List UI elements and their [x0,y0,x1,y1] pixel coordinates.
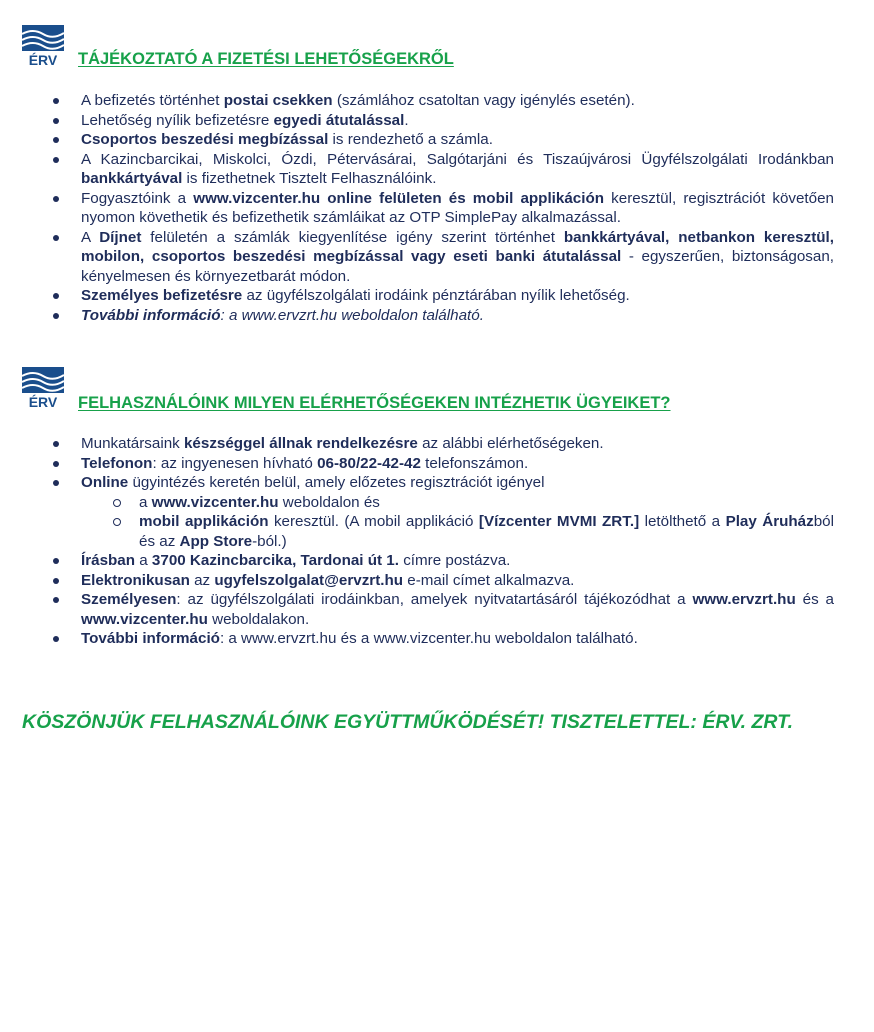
list-item: További információ: a www.ervzrt.hu weboldalon található. [0,306,874,326]
list-item: Írásban a 3700 Kazincbarcika, Tardonai út 1. címre postázva. [0,551,874,571]
erv-logo [22,367,64,409]
list-item: Munkatársaink készséggel állnak rendelkezésre az alábbi elérhetőségeken. [0,434,874,454]
list-item: Személyes befizetésre az ügyfélszolgálati irodáink pénztárában nyílik lehetőség. [0,286,874,306]
list-item: A befizetés történhet postai csekken (számlához csatoltan vagy igénylés esetén). [0,91,874,111]
list-item: A Díjnet felületén a számlák kiegyenlítése igény szerint történhet bankkártyával, netbankon keresztül, mobilon, csoportos beszedési megbízással vagy eseti banki átutalással - egyszerűen, biztonságosan, kényelmesen és környezetbarát módon. [0,228,874,287]
list-item: Fogyasztóink a www.vizcenter.hu online felületen és mobil applikáción keresztül, regisztrációt követően nyomon követhetik és befizethetik számláikat az OTP SimplePay alkalmazással. [0,189,874,228]
svg-text:ÉRV: ÉRV [28,394,58,409]
section-title-payment: TÁJÉKOZTATÓ A FIZETÉSI LEHETŐSÉGEKRŐL [78,50,454,68]
list-item: Online ügyintézés keretén belül, amely előzetes regisztrációt igényel a www.vizcenter.hu weboldalon és mobil applikáción keresztül. (A mobil applikáció [Vízcenter MVMI ZRT.] letölthető a Play Áruházból és az App Store-ból.) [0,473,874,551]
list-item: Telefonon: az ingyenesen hívható 06-80/22-42-42 telefonszámon. [0,454,874,474]
online-sublist [81,493,834,552]
closing-message: KÖSZÖNJÜK FELHASZNÁLÓINK EGYÜTTMŰKÖDÉSÉT! TISZTELETTEL: ÉRV. ZRT. [22,711,793,733]
list-item: Elektronikusan az ugyfelszolgalat@ervzrt.hu e-mail címet alkalmazva. [0,571,874,591]
list-item: A Kazincbarcikai, Miskolci, Ózdi, Pétervásárai, Salgótarjáni és Tiszaújvárosi Ügyfélszolgálati Irodánkban bankkártyával is fizethetnek Tisztelt Felhasználóink. [0,150,874,189]
contact-options-list [0,434,874,649]
list-item: További információ: a www.ervzrt.hu és a www.vizcenter.hu weboldalon található. [0,629,874,649]
svg-text:ÉRV: ÉRV [28,52,58,67]
sub-list-item: a www.vizcenter.hu weboldalon és [81,493,834,513]
payment-options-list [0,91,874,325]
sub-list-item: mobil applikáción keresztül. (A mobil applikáció [Vízcenter MVMI ZRT.] letölthető a Play Áruházból és az App Store-ból.) [81,512,834,551]
section-title-contact: FELHASZNÁLÓINK MILYEN ELÉRHETŐSÉGEKEN INTÉZHETIK ÜGYEIKET? [78,394,671,412]
list-item: Személyesen: az ügyfélszolgálati irodáinkban, amelyek nyitvatartásáról tájékozódhat a www.ervzrt.hu és a www.vizcenter.hu weboldalakon. [0,590,874,629]
list-item: Lehetőség nyílik befizetésre egyedi átutalással. [0,111,874,131]
erv-logo [22,25,64,67]
list-item: Csoportos beszedési megbízással is rendezhető a számla. [0,130,874,150]
